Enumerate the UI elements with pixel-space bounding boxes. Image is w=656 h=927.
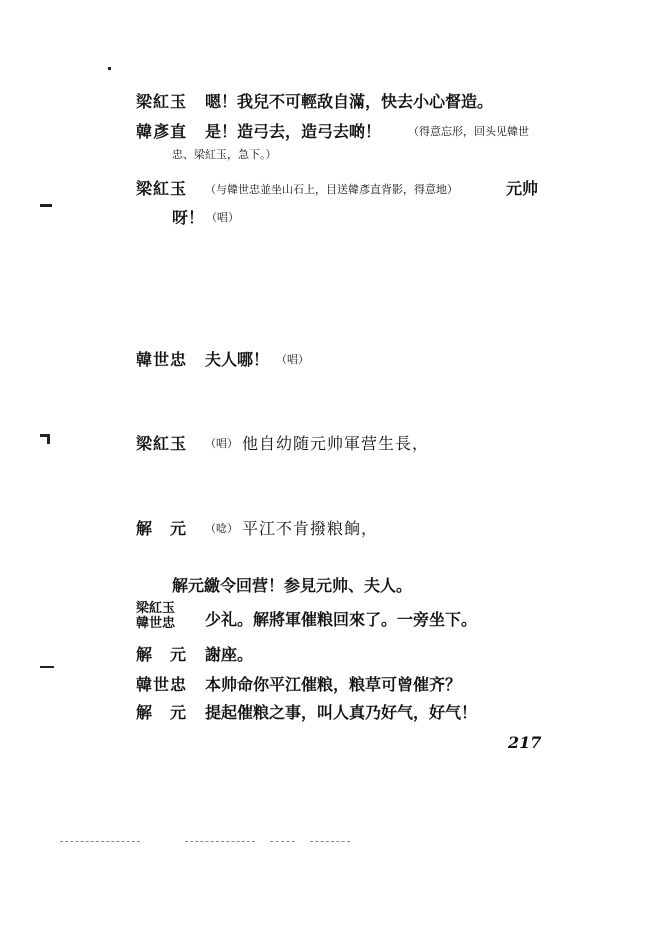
scan-dash	[60, 841, 140, 843]
scan-mark	[47, 434, 50, 444]
speaker-name: 韓世忠	[136, 675, 188, 694]
dialogue-text: 呀！	[172, 208, 205, 227]
dialogue-text: 謝座。	[205, 645, 254, 664]
speaker-name: 梁紅玉	[136, 179, 188, 198]
speaker-name: 梁紅玉	[136, 601, 176, 616]
dialogue-text: 少礼。解將軍催粮回來了。一旁坐下。	[205, 610, 478, 629]
scan-mark	[40, 666, 54, 668]
stage-direction: （唱）	[276, 353, 309, 366]
dialogue-text: 解元繳令回营！参見元帅、夫人。	[172, 576, 413, 595]
scan-dash	[270, 841, 295, 843]
stage-direction: （唱）	[206, 211, 239, 224]
dialogue-text: 嗯！我兒不可輕敌自滿，快去小心督造。	[205, 92, 494, 111]
stage-direction: （与韓世忠並坐山石上，目送韓彥直背影，得意地）	[205, 183, 458, 196]
scan-dash	[185, 841, 255, 843]
dialogue-text: 本帅命你平江催粮，粮草可曾催齐？	[205, 675, 462, 694]
dialogue-text: 是！造弓去，造弓去啲！	[205, 122, 382, 141]
speaker-name: 韓世忠	[136, 350, 188, 369]
dialogue-text: 夫人哪！	[205, 350, 270, 369]
stage-direction: （唸）	[205, 522, 238, 535]
speaker-name: 韓彥直	[136, 122, 188, 141]
scan-mark	[40, 204, 52, 207]
speaker-name: 梁紅玉	[136, 92, 188, 111]
recited-verse: 平江不肯撥粮餉，	[242, 519, 379, 538]
stage-direction: 忠、梁紅玉，急下。）	[172, 148, 277, 161]
speaker-name: 解 元	[136, 703, 188, 722]
stage-direction: （得意忘形，回头见韓世	[408, 125, 529, 138]
stage-direction: （唱）	[205, 437, 238, 450]
speaker-name: 解 元	[136, 645, 188, 664]
scan-dash	[310, 841, 350, 843]
page-number: 217	[508, 733, 542, 752]
dialogue-text: 元帅	[506, 179, 539, 198]
speaker-name: 梁紅玉	[136, 434, 188, 453]
sung-verse: 他自幼随元帅軍营生長，	[242, 434, 430, 453]
scan-mark	[108, 67, 111, 70]
speaker-name: 韓世忠	[136, 616, 176, 631]
speaker-name: 解 元	[136, 519, 188, 538]
dialogue-text: 提起催粮之事，叫人真乃好气，好气！	[205, 703, 478, 722]
